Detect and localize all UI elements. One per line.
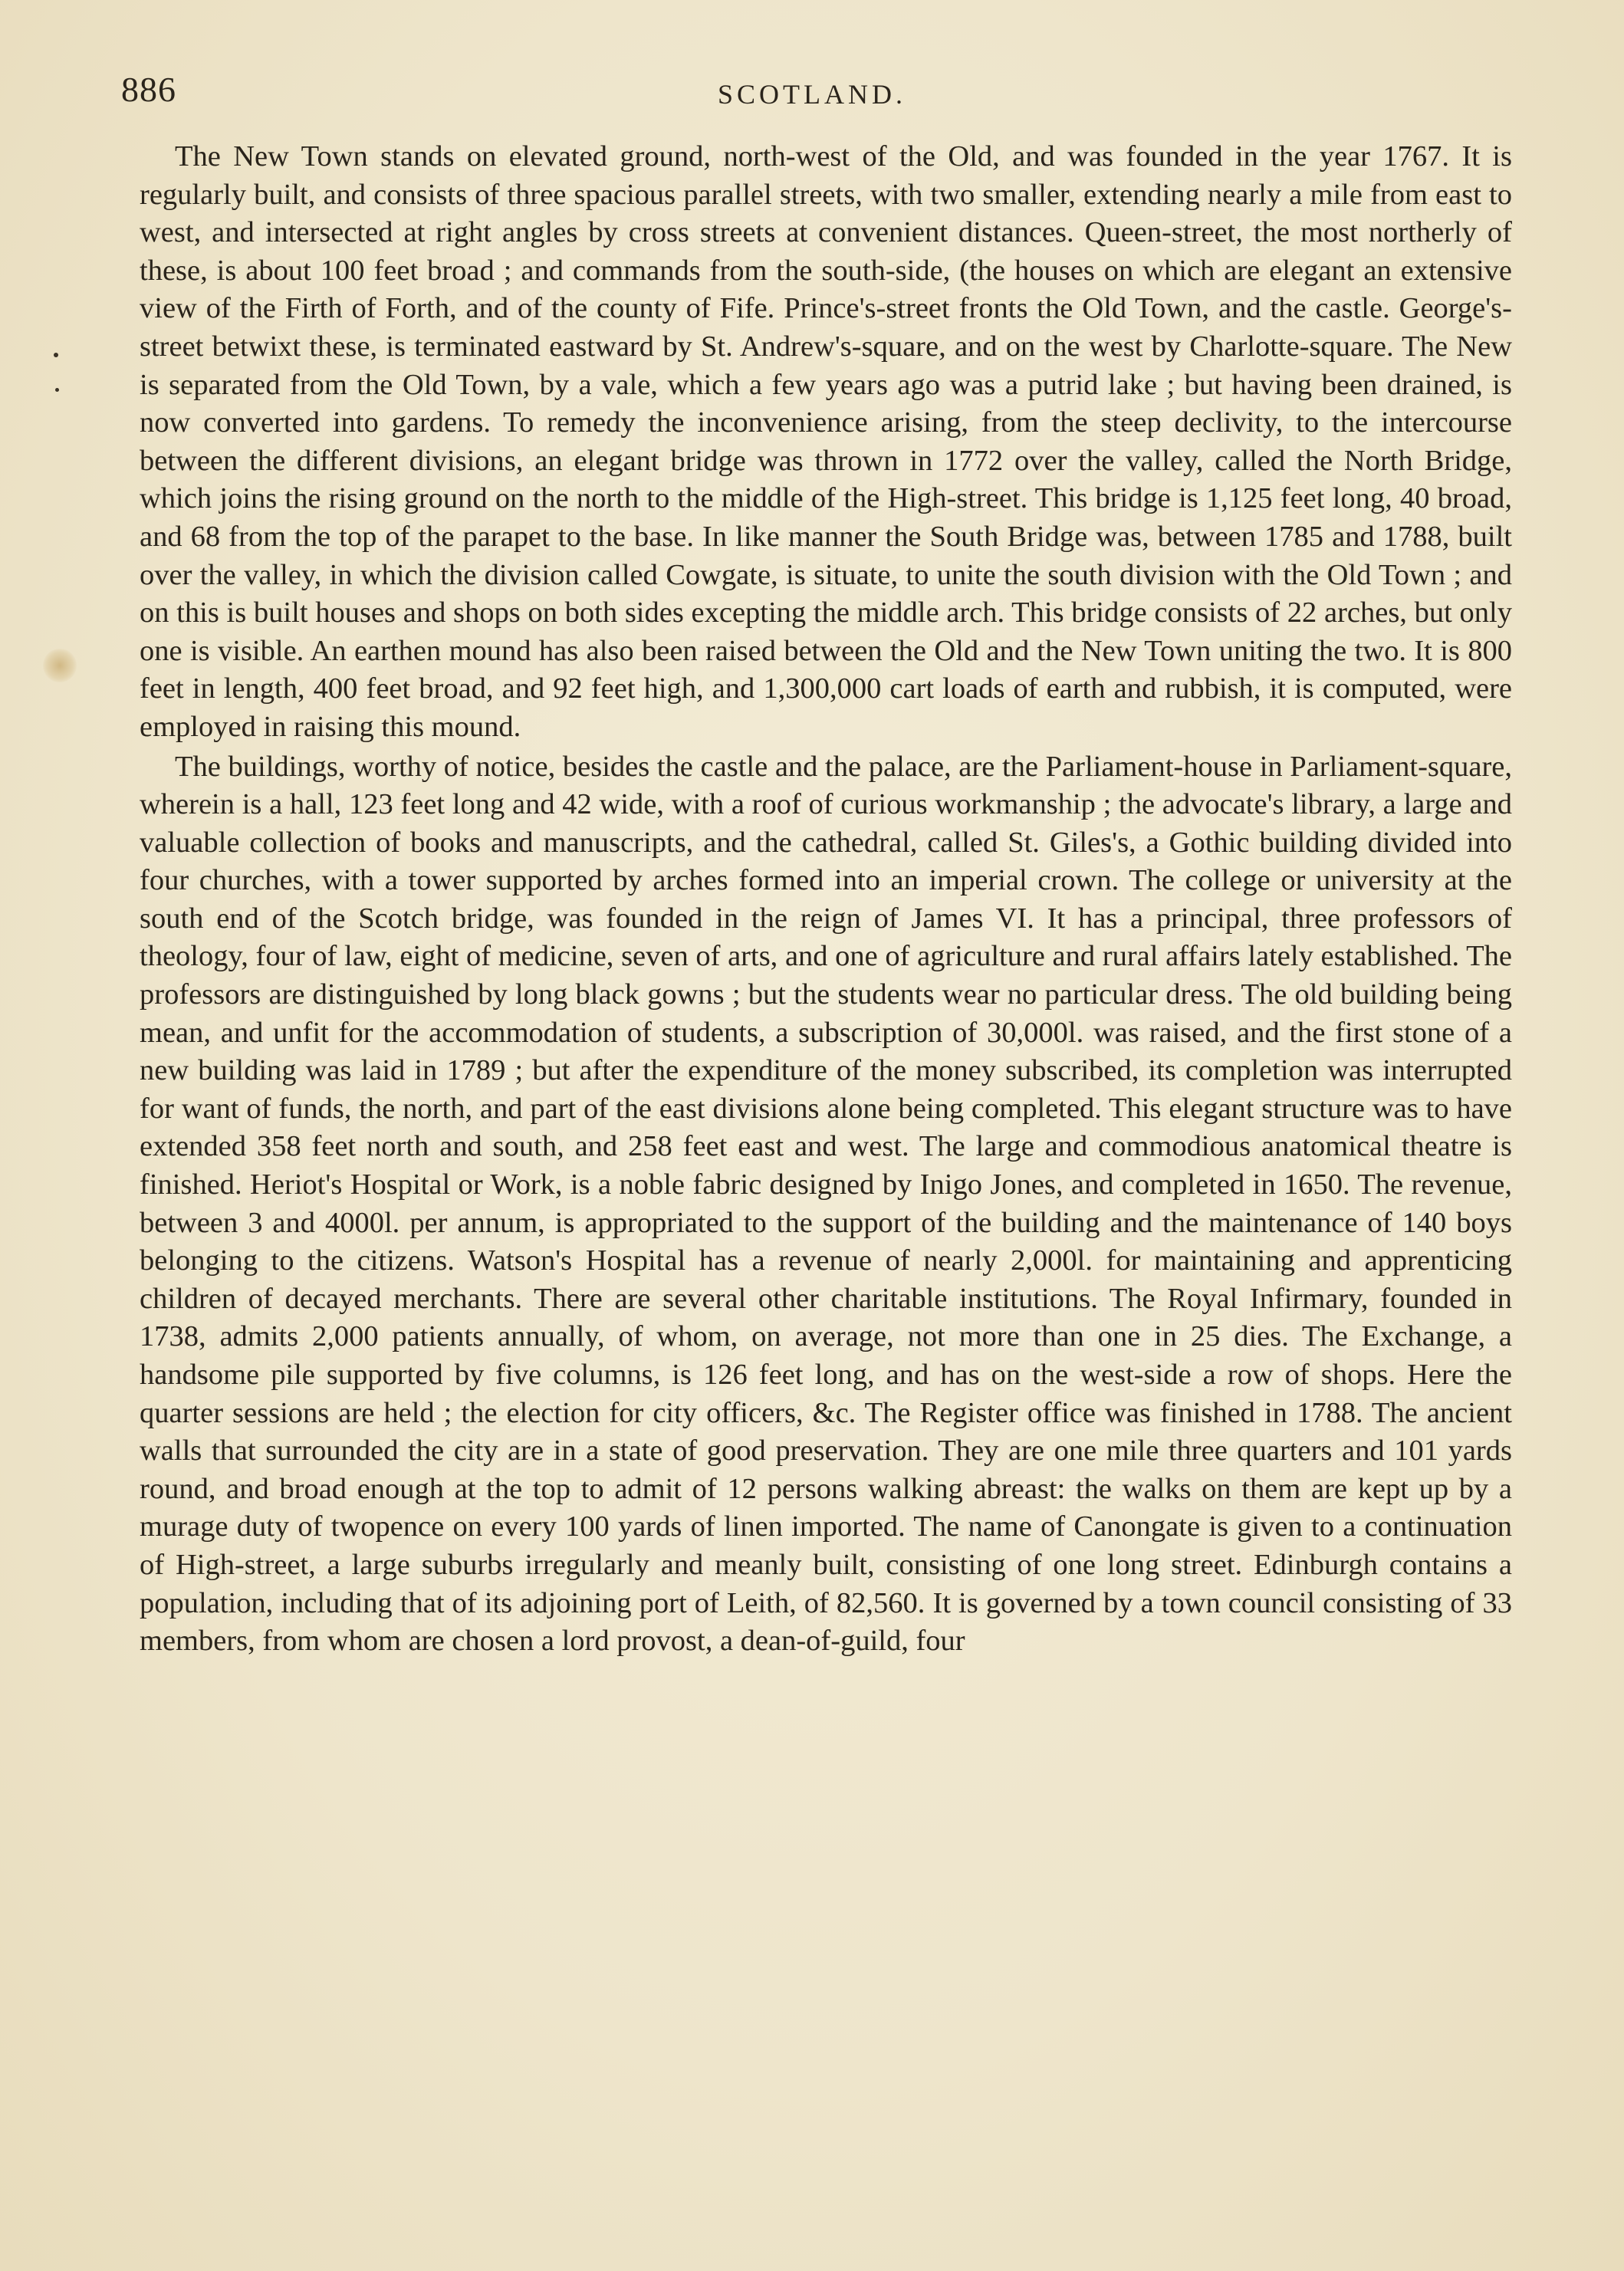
page-stain bbox=[43, 649, 77, 682]
running-title: SCOTLAND. bbox=[717, 79, 906, 110]
page-number: 886 bbox=[121, 70, 176, 109]
ink-speck bbox=[54, 353, 58, 357]
ink-speck bbox=[55, 388, 59, 392]
paragraph-buildings: The buildings, worthy of notice, besides the castle and the palace, are the Parliament-house in Parliament-square, wherein is a hall, 123 feet long and 42 wide, with a roof of curious workmanship ; the advocate's library, a large and valuable collection of books and manuscripts, and the cathedral, called St. Giles's, a Gothic building divided into four churches, with a tower supported by arches formed into an imperial crown. The college or university at the south end of the Scotch bridge, was founded in the reign of James VI. It has a principal, three professors of theology, four of law, eight of medicine, seven of arts, and one of agriculture and rural affairs lately established. The professors are distinguished by long black gowns ; but the students wear no particular dress. The old building being mean, and unfit for the accommodation of students, a subscription of 30,000l. was raised, and the first stone of a new building was laid in 1789 ; but after the expenditure of the money subscribed, its completion was interrupted for want of funds, the north, and part of the east divisions alone being completed. This elegant structure was to have extended 358 feet north and south, and 258 feet east and west. The large and commodious anatomical theatre is finished. Heriot's Hospital or Work, is a noble fabric designed by Inigo Jones, and completed in 1650. The revenue, between 3 and 4000l. per annum, is appropriated to the support of the building and the maintenance of 140 boys belonging to the citizens. Watson's Hospital has a revenue of nearly 2,000l. for maintaining and apprenticing children of decayed merchants. There are several other charitable institutions. The Royal Infirmary, founded in 1738, admits 2,000 patients annually, of whom, on average, not more than one in 25 dies. The Exchange, a handsome pile supported by five columns, is 126 feet long, and has on the west-side a row of shops. Here the quarter sessions are held ; the election for city officers, &c. The Register office was finished in 1788. The ancient walls that surrounded the city are in a state of good preservation. They are one mile three quarters and 101 yards round, and broad enough at the top to admit of 12 persons walking abreast: the walks on them are kept up by a murage duty of twopence on every 100 yards of linen imported. The name of Canongate is given to a continuation of High-street, a large suburbs irregularly and meanly built, consisting of one long street. Edinburgh contains a population, including that of its adjoining port of Leith, of 82,560. It is governed by a town council consisting of 33 members, from whom are chosen a lord provost, a dean-of-guild, four bbox=[140, 750, 1512, 1658]
body-text bbox=[140, 138, 1512, 1661]
paragraph-new-town: The New Town stands on elevated ground, north-west of the Old, and was founded in the year 1767. It is regularly built, and consists of three spacious parallel streets, with two smaller, extending nearly a mile from east to west, and intersected at right angles by cross streets at convenient distances. Queen-street, the most northerly of these, is about 100 feet broad ; and commands from the south-side, (the houses on which are elegant an extensive view of the Firth of Forth, and of the county of Fife. Prince's-street fronts the Old Town, and the castle. George's-street betwixt these, is terminated eastward by St. Andrew's-square, and on the west by Charlotte-square. The New is separated from the Old Town, by a vale, which a few years ago was a putrid lake ; but having been drained, is now converted into gardens. To remedy the inconvenience arising, from the steep declivity, to the intercourse between the different divisions, an elegant bridge was thrown in 1772 over the valley, called the North Bridge, which joins the rising ground on the north to the middle of the High-street. This bridge is 1,125 feet long, 40 broad, and 68 from the top of the parapet to the base. In like manner the South Bridge was, between 1785 and 1788, built over the valley, in which the division called Cowgate, is situate, to unite the south division with the Old Town ; and on this is built houses and shops on both sides excepting the middle arch. This bridge consists of 22 arches, but only one is visible. An earthen mound has also been raised between the Old and the New Town uniting the two. It is 800 feet in length, 400 feet broad, and 92 feet high, and 1,300,000 cart loads of earth and rubbish, it is computed, were employed in raising this mound. bbox=[140, 140, 1512, 743]
